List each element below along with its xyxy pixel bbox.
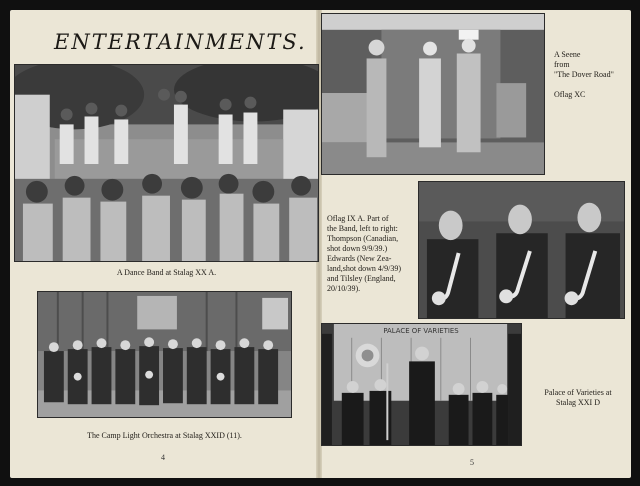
right-page-number: 5 — [470, 458, 474, 467]
caption-line: from — [554, 60, 570, 69]
left-page-number: 4 — [161, 453, 165, 462]
palace-sign: PALACE OF VARIETIES — [383, 326, 459, 335]
caption-line — [554, 80, 630, 90]
caption-line: and Tilsley (England, — [327, 274, 396, 283]
caption-line: Stalag XXI D — [556, 398, 600, 407]
dance-band-caption: A Dance Band at Stalag XX A. — [116, 268, 217, 277]
dover-road-caption — [554, 50, 630, 100]
caption-line: land,shot down 4/9/39) — [327, 264, 401, 273]
caption-line: "The Dover Road" — [554, 70, 614, 79]
caption-line: Oflag IX A. Part of — [327, 214, 389, 223]
caption-line: Edwards (New Zea- — [327, 254, 392, 263]
caption-line: Palace of Varieties at — [544, 388, 612, 397]
page-heading: ENTERTAINMENTS. — [54, 30, 307, 54]
palace-of-varieties-photo — [321, 323, 522, 446]
dance-band-photo — [14, 64, 319, 262]
oflag-band-caption — [327, 214, 417, 294]
caption-line: Thompson (Canadian, — [327, 234, 399, 243]
caption-line: shot down 9/9/39.) — [327, 244, 388, 253]
camp-orchestra-photo — [37, 291, 292, 418]
palace-caption — [528, 388, 628, 408]
caption-line: 20/10/39). — [327, 284, 361, 293]
camp-orchestra-caption: The Camp Light Orchestra at Stalag XXID (11). — [87, 431, 242, 440]
oflag-saxophone-band-photo — [418, 181, 625, 319]
caption-line: A Seene — [554, 50, 581, 59]
caption-line: Oflag XC — [554, 90, 586, 99]
dover-road-scene-photo — [321, 13, 545, 175]
caption-line: the Band, left to right: — [327, 224, 398, 233]
